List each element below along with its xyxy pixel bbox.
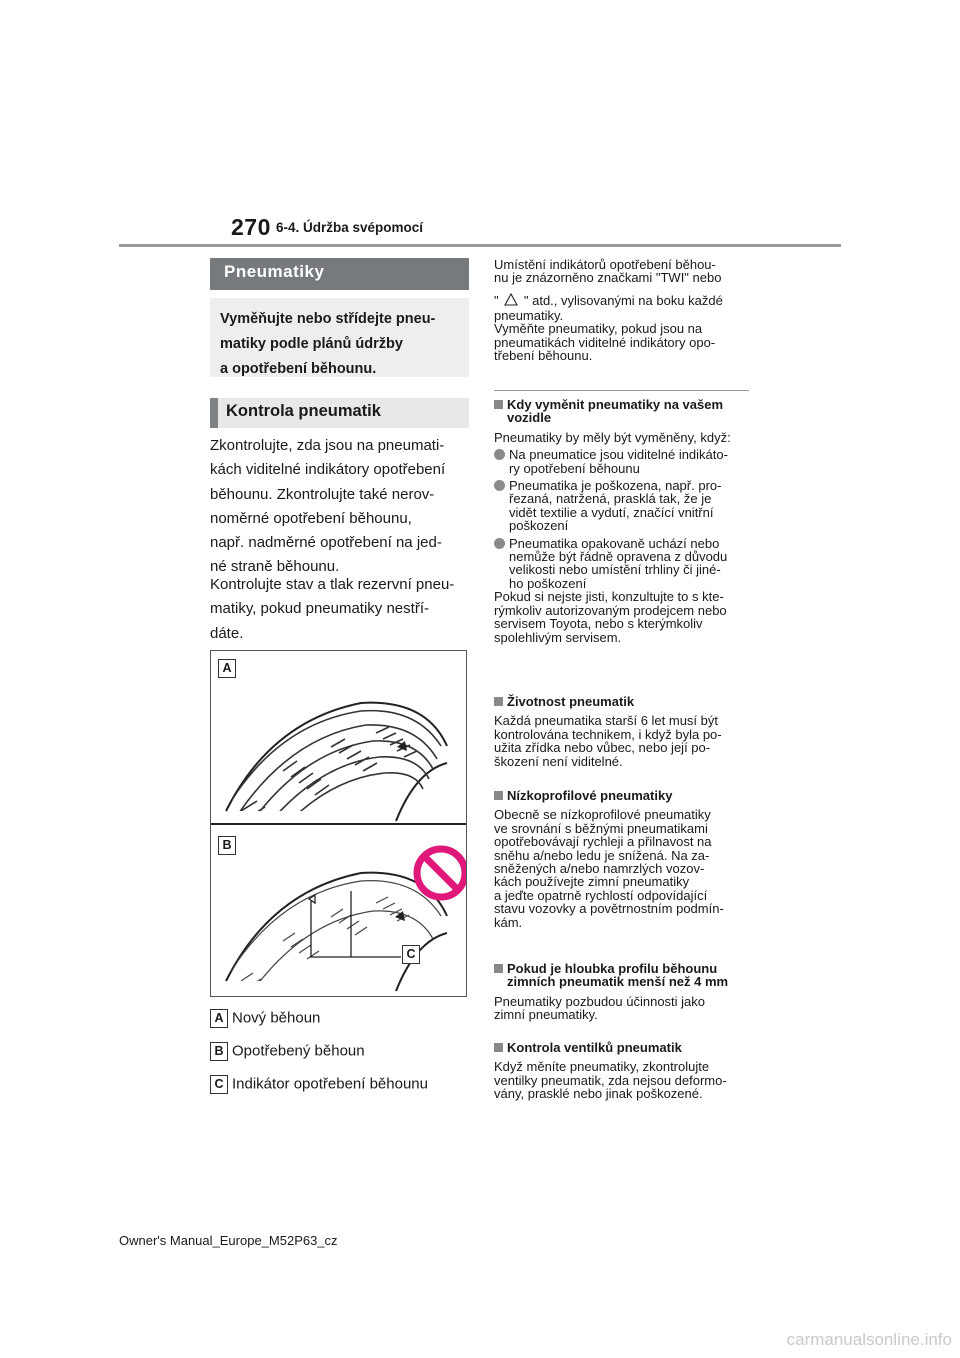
intro-line: a opotřebení běhounu. bbox=[220, 361, 377, 377]
watermark: carmanualsonline.info bbox=[786, 1330, 952, 1349]
column-separator bbox=[494, 390, 749, 391]
figure-label-a: A bbox=[218, 659, 236, 678]
text-line: sněhu a/nebo ledu je snížená. Na za- bbox=[494, 847, 710, 863]
text-line: kách viditelné indikátory opotřebení bbox=[210, 461, 446, 479]
text-line: poškození bbox=[509, 518, 569, 534]
bullet-dot-icon bbox=[494, 449, 505, 460]
text-line: Na pneumatice jsou viditelné indikáto- bbox=[509, 447, 728, 463]
bullet-item bbox=[494, 479, 756, 533]
square-bullet-icon bbox=[494, 1043, 503, 1052]
text-line: řezaná, natržená, prasklá tak, že je bbox=[509, 491, 712, 507]
text-line: spolehlivým servisem. bbox=[494, 629, 622, 645]
text-line: ve srovnání s běžnými pneumatikami bbox=[494, 820, 708, 836]
prohibition-icon bbox=[417, 849, 465, 897]
valve-section bbox=[494, 1041, 756, 1101]
legend-tag: B bbox=[210, 1042, 228, 1061]
legend-tag: A bbox=[210, 1009, 228, 1028]
text-line: Pneumatiky by měly být vyměněny, když: bbox=[494, 429, 731, 445]
square-bullet-icon bbox=[494, 791, 503, 800]
text-line: např. nadměrné opotřebení na jed- bbox=[210, 534, 442, 552]
text-line bbox=[494, 293, 756, 309]
square-bullet-icon bbox=[494, 400, 503, 409]
legend-item-b bbox=[210, 1042, 365, 1061]
text-line: pneumatiky. bbox=[494, 307, 564, 323]
text-line: Zkontrolujte, zda jsou na pneumati- bbox=[210, 437, 445, 454]
text-line: běhounu. Zkontrolujte také nerov- bbox=[210, 485, 435, 503]
text-line: sněžených a/nebo namrzlých vozov- bbox=[494, 861, 705, 877]
topic-heading: Pneumatiky bbox=[210, 258, 469, 290]
intro-line: matiky podle plánů údržby bbox=[220, 336, 403, 352]
text-line: Kontrolujte stav a tlak rezervní pneu- bbox=[210, 576, 455, 593]
text-line: ventilky pneumatik, zda nejsou deformo- bbox=[494, 1072, 727, 1088]
twi-paragraph bbox=[494, 258, 756, 362]
spare-paragraph bbox=[210, 573, 472, 646]
text-line: Obecně se nízkoprofilové pneumatiky bbox=[494, 807, 711, 823]
text-line: rýmkoliv autorizovaným prodejcem nebo bbox=[494, 602, 727, 618]
winter-depth-section bbox=[494, 962, 756, 1022]
text-line: nemůže být řádně opravena z důvodu bbox=[509, 549, 728, 565]
worn-tread-tire bbox=[226, 873, 447, 996]
text-line: dáte. bbox=[210, 624, 244, 642]
figure-label-c: C bbox=[402, 945, 420, 964]
text-line: škození není viditelné. bbox=[494, 753, 623, 769]
check-paragraph bbox=[210, 434, 472, 580]
legend-item-c bbox=[210, 1075, 428, 1094]
text-line: vozidle bbox=[507, 410, 552, 426]
low-profile-section bbox=[494, 789, 756, 929]
text-line: pneumatikách viditelné indikátory opo- bbox=[494, 334, 716, 350]
text-line: Pokud je hloubka profilu běhounu bbox=[507, 961, 718, 976]
text-line: noměrné opotřebení běhounu, bbox=[210, 509, 412, 527]
legend-text: Opotřebený běhoun bbox=[232, 1042, 365, 1060]
subheading bbox=[494, 962, 756, 989]
subheading bbox=[494, 398, 756, 425]
square-bullet-icon bbox=[494, 964, 503, 973]
text-line: Pneumatika opakovaně uchází nebo bbox=[509, 535, 720, 551]
text-line: Když měníte pneumatiky, zkontrolujte bbox=[494, 1059, 710, 1075]
subheading bbox=[494, 1041, 756, 1054]
tire-wear-figure bbox=[210, 650, 467, 997]
text-line: Kdy vyměnit pneumatiky na vašem bbox=[507, 397, 724, 412]
square-bullet-icon bbox=[494, 697, 503, 706]
legend-tag: C bbox=[210, 1075, 228, 1094]
header-rule bbox=[119, 244, 841, 247]
text-line: matiky, pokud pneumatiky nestří- bbox=[210, 600, 429, 618]
text-segment: " atd., vylisovanými na boku každé bbox=[523, 292, 723, 308]
triangle-icon bbox=[504, 293, 518, 306]
text-line: ho poškození bbox=[509, 575, 587, 591]
subheading-text: Životnost pneumatik bbox=[507, 694, 635, 709]
figure-label-b: B bbox=[218, 836, 236, 855]
text-line: Umístění indikátorů opotřebení běhou- bbox=[494, 257, 716, 272]
text-line: zimních pneumatik menší než 4 mm bbox=[507, 974, 729, 990]
text-line: Pneumatiky pozbudou účinnosti jako bbox=[494, 993, 706, 1009]
subheading-text: Kontrola ventilků pneumatik bbox=[507, 1040, 682, 1055]
text-line: Vyměňte pneumatiky, pokud jsou na bbox=[494, 321, 703, 337]
lifespan-section bbox=[494, 695, 756, 768]
page-number: 270 bbox=[231, 214, 271, 240]
tire-wear-illustration bbox=[211, 651, 466, 996]
bullet-item bbox=[494, 448, 756, 475]
text-line: opotřebovávají rychleji a přilnavost na bbox=[494, 834, 712, 850]
text-line: vidět textilie a vydutí, značící vnitřní bbox=[509, 504, 714, 520]
new-tread-tire bbox=[226, 703, 447, 837]
text-line: Pneumatika je poškozena, např. pro- bbox=[509, 478, 722, 494]
text-line: vány, prasklé nebo jinak poškozené. bbox=[494, 1086, 703, 1102]
bullet-item bbox=[494, 537, 756, 591]
text-line: ry opotřebení běhounu bbox=[509, 460, 640, 476]
legend-text: Indikátor opotřebení běhounu bbox=[232, 1075, 428, 1093]
replace-section bbox=[494, 398, 756, 644]
bullet-dot-icon bbox=[494, 480, 505, 491]
legend-item-a bbox=[210, 1009, 320, 1028]
text-line: servisem Toyota, nebo s kterýmkoliv bbox=[494, 616, 703, 632]
text-line: Každá pneumatika starší 6 let musí být bbox=[494, 713, 718, 729]
quote-mark: " bbox=[494, 292, 499, 308]
intro-box bbox=[210, 298, 469, 377]
subheading bbox=[494, 789, 756, 802]
text-line: né straně běhounu. bbox=[210, 558, 340, 576]
bullet-dot-icon bbox=[494, 538, 505, 549]
text-line: třebení běhounu. bbox=[494, 348, 593, 364]
legend-text: Nový běhoun bbox=[232, 1009, 321, 1027]
footer-text: Owner's Manual_Europe_M52P63_cz bbox=[119, 1233, 338, 1248]
text-line: zimní pneumatiky. bbox=[494, 1007, 598, 1023]
subheading bbox=[494, 695, 756, 708]
text-line: a jeďte opatrně rychlostí odpovídající bbox=[494, 887, 708, 903]
text-line: kách používejte zimní pneumatiky bbox=[494, 874, 690, 890]
subsection-heading: Kontrola pneumatik bbox=[210, 398, 469, 428]
text-line: kontrolována technikem, i když byla po- bbox=[494, 726, 722, 742]
text-line: velikosti nebo umístění trhliny či jiné- bbox=[509, 562, 721, 578]
text-line: nu je znázorněno značkami "TWI" nebo bbox=[494, 270, 722, 286]
text-line: užita zřídka nebo vůbec, nebo její po- bbox=[494, 740, 711, 756]
text-line: stavu vozovky a povětrnostním podmín- bbox=[494, 901, 724, 917]
intro-line: Vyměňujte nebo střídejte pneu- bbox=[220, 311, 436, 327]
subheading-text: Nízkoprofilové pneumatiky bbox=[507, 788, 673, 803]
text-line: kám. bbox=[494, 914, 523, 930]
section-title: 6-4. Údržba svépomocí bbox=[276, 220, 424, 235]
text-line: Pokud si nejste jisti, konzultujte to s kte- bbox=[494, 589, 724, 605]
